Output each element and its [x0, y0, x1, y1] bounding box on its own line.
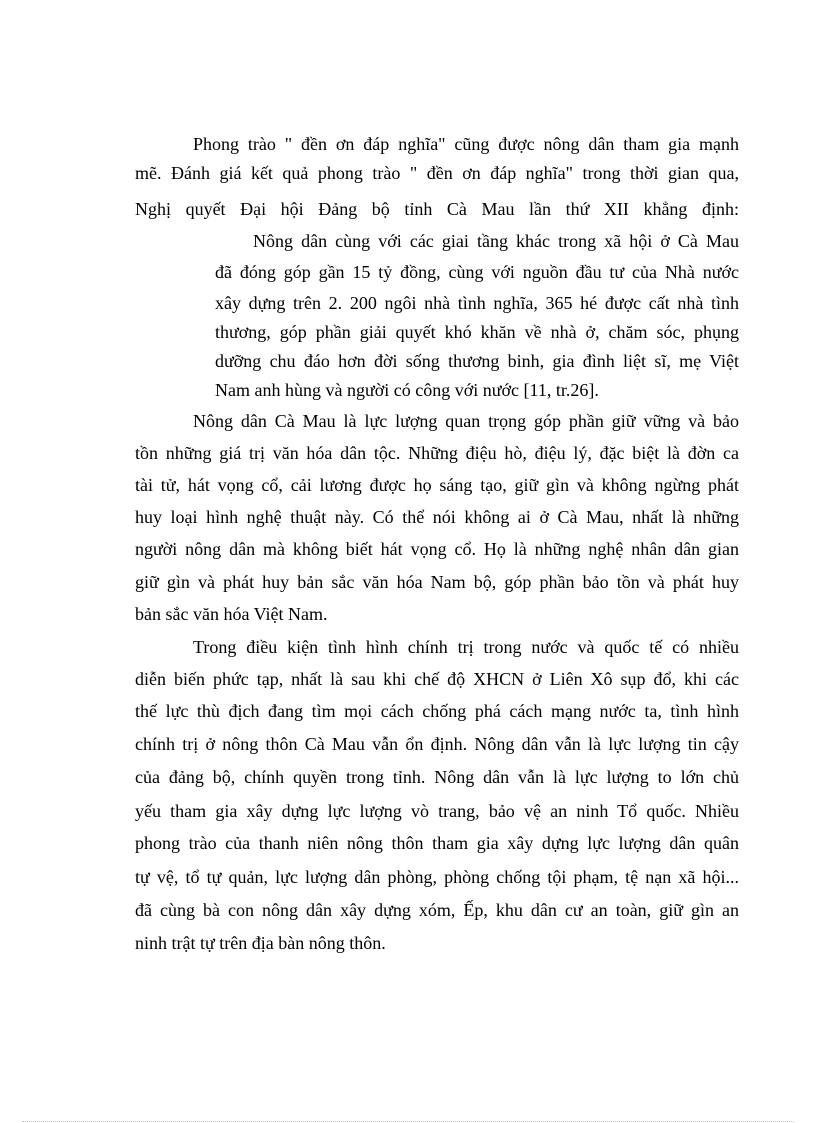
- paragraph-line: Nghị quyết Đại hội Đảng bộ tỉnh Cà Mau lần thứ XII khẳng định:: [135, 199, 739, 219]
- paragraph-line: tự vệ, tổ tự quản, lực lượng dân phòng, phòng chống tội phạm, tệ nạn xã hội...: [135, 867, 739, 887]
- paragraph-line: chính trị ở nông thôn Cà Mau vẫn ổn định. Nông dân vẫn là lực lượng tin cậy: [135, 734, 739, 754]
- quote-line: thương, góp phần giải quyết khó khăn về nhà ở, chăm sóc, phụng: [215, 322, 739, 342]
- paragraph-line: Trong điều kiện tình hình chính trị trong nước và quốc tế có nhiều: [193, 637, 739, 657]
- paragraph-line: người nông dân mà không biết hát vọng cổ. Họ là những nghệ nhân dân gian: [135, 539, 739, 559]
- quote-line: dưỡng chu đáo hơn đời sống thương binh, gia đình liệt sĩ, mẹ Việt: [215, 351, 739, 371]
- page-bottom-dotted-rule: [22, 1121, 794, 1122]
- paragraph-line: đã cùng bà con nông dân xây dựng xóm, Ếp, khu dân cư an toàn, giữ gìn an: [135, 900, 739, 920]
- quote-line: đã đóng góp gần 15 tỷ đồng, cùng với nguồn đầu tư của Nhà nước: [215, 262, 739, 282]
- paragraph-line: diễn biến phức tạp, nhất là sau khi chế độ XHCN ở Liên Xô sụp đổ, khi các: [135, 669, 739, 689]
- paragraph-line: thế lực thù địch đang tìm mọi cách chống phá cách mạng nước ta, tình hình: [135, 701, 739, 721]
- paragraph-line: Phong trào " đền ơn đáp nghĩa" cũng được nông dân tham gia mạnh: [193, 134, 739, 154]
- quote-line: Nam anh hùng và người có công với nước [11, tr.26].: [215, 380, 599, 400]
- paragraph-line: phong trào của thanh niên nông thôn tham gia xây dựng lực lượng dân quân: [135, 833, 739, 853]
- paragraph-line: Nông dân Cà Mau là lực lượng quan trọng góp phần giữ vững và bảo: [193, 411, 739, 431]
- paragraph-line: bản sắc văn hóa Việt Nam.: [135, 604, 328, 624]
- paragraph-line: mẽ. Đánh giá kết quả phong trào " đền ơn đáp nghĩa" trong thời gian qua,: [135, 163, 739, 183]
- paragraph-line: ninh trật tự trên địa bàn nông thôn.: [135, 933, 386, 953]
- paragraph-line: huy loại hình nghệ thuật này. Có thể nói không ai ở Cà Mau, nhất là những: [135, 507, 739, 527]
- paragraph-line: giữ gìn và phát huy bản sắc văn hóa Nam bộ, góp phần bảo tồn và phát huy: [135, 572, 739, 592]
- quote-line: Nông dân cùng với các giai tầng khác trong xã hội ở Cà Mau: [253, 231, 739, 251]
- paragraph-line: yếu tham gia xây dựng lực lượng vò trang, bảo vệ an ninh Tổ quốc. Nhiều: [135, 801, 739, 821]
- paragraph-line: tồn những giá trị văn hóa dân tộc. Những điệu hò, điệu lý, đặc biệt là đờn ca: [135, 443, 739, 463]
- paragraph-line: của đảng bộ, chính quyền trong tỉnh. Nông dân vẫn là lực lượng to lớn chủ: [135, 767, 739, 787]
- paragraph-line: tài tử, hát vọng cổ, cải lương được họ sáng tạo, giữ gìn và không ngừng phát: [135, 475, 739, 495]
- quote-line: xây dựng trên 2. 200 ngôi nhà tình nghĩa, 365 hé được cất nhà tình: [215, 293, 739, 313]
